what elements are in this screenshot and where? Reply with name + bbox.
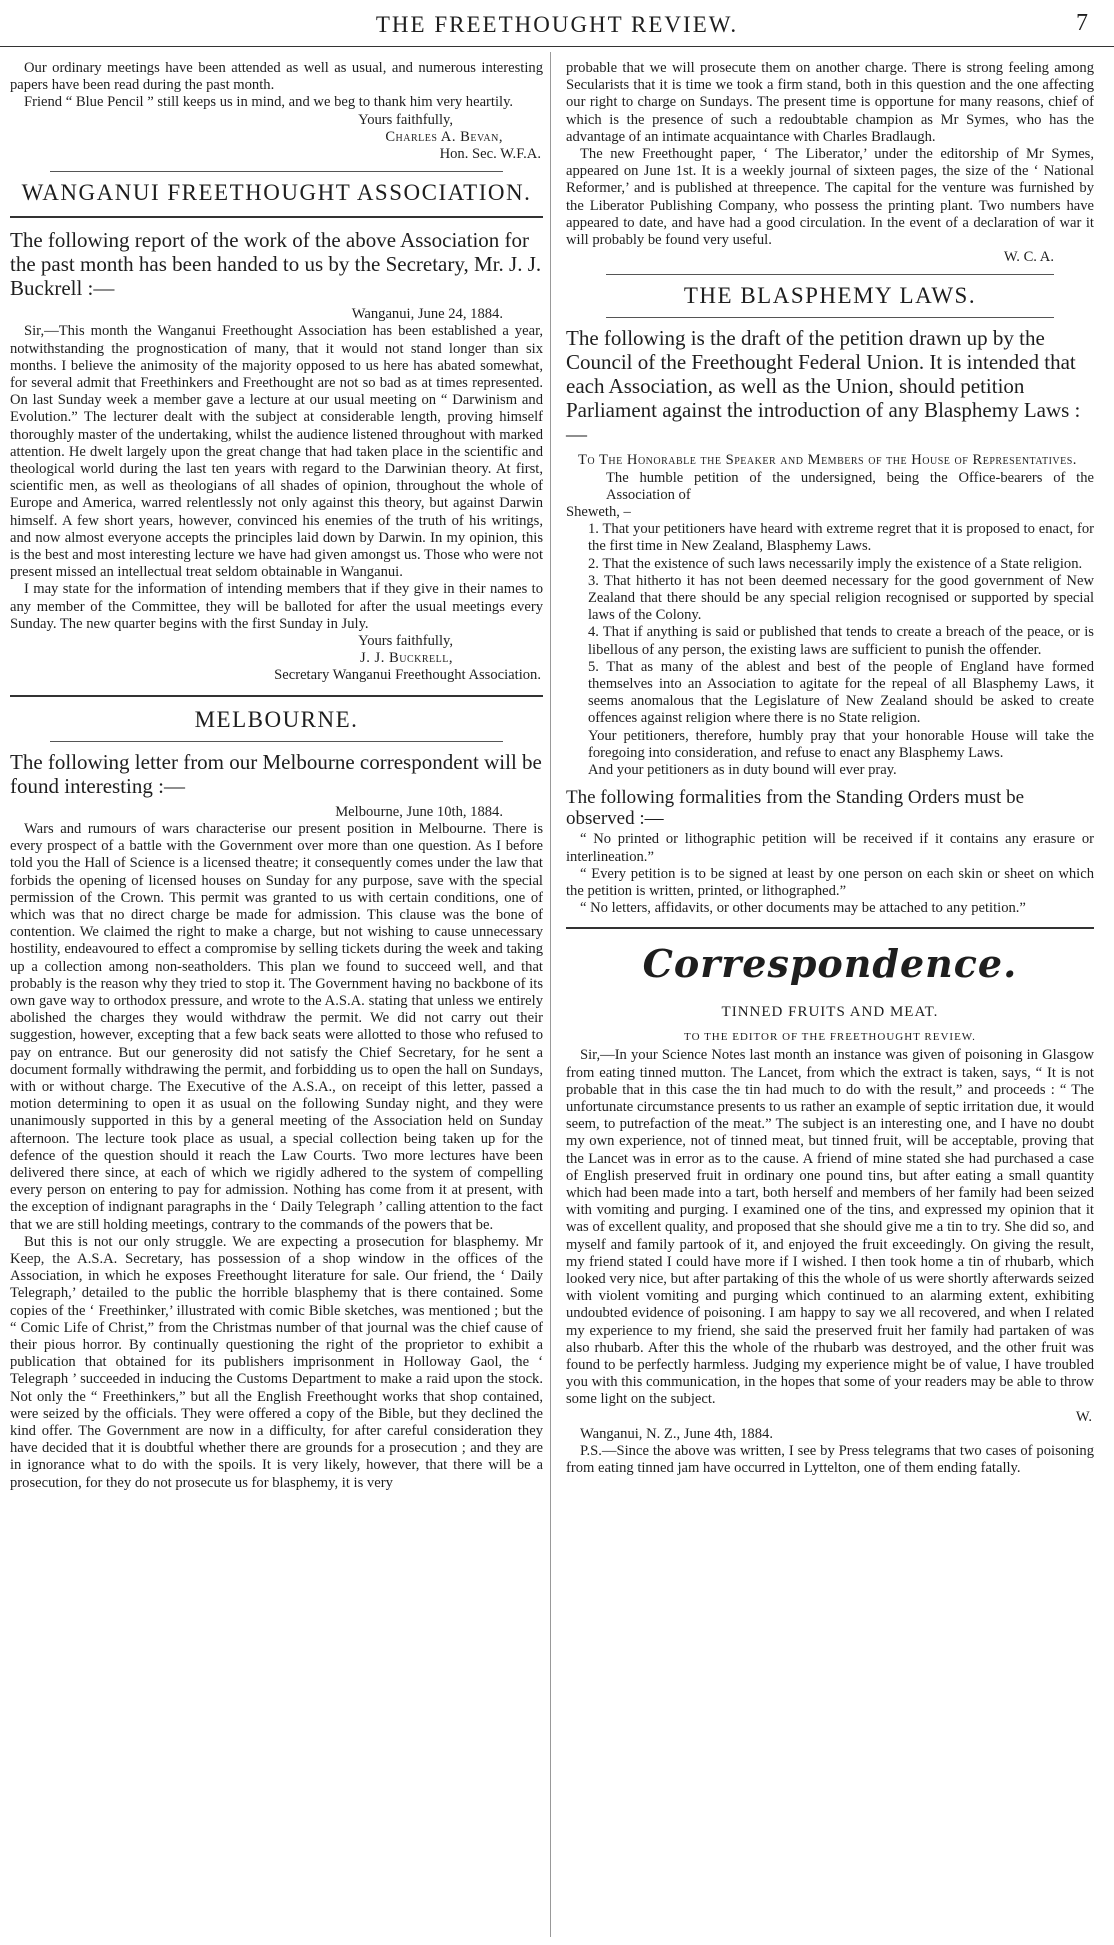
formalities-intro: The following formalities from the Standing Orders must be observed :—: [566, 787, 1025, 830]
column-divider: [550, 52, 551, 1937]
continued-paragraph: probable that we will prosecute them on another charge. There is strong feeling among Secularists that it is time we took a firm stand, both in this question and the one affecting our right to charge on Sundays. The present time is opportune for many reasons, chief of which is the presence of such a redoubtable champion as Mr Symes, who has the advantage of an intimate acquaintance with Charles Bradlaugh.: [566, 60, 1094, 145]
petition-prayer: Your petitioners, therefore, humbly pray that your honorable House will take the foregoing into consideration, and refuse to enact any Blasphemy Laws.: [588, 727, 1094, 761]
letter-signature: W.: [1075, 1408, 1092, 1425]
standing-order-quote: “ No printed or lithographic petition will be received if it contains any erasure or interlineation.”: [566, 831, 1094, 865]
section-rule: [50, 171, 503, 172]
right-column: [566, 60, 1094, 1477]
section-heading-blasphemy: THE BLASPHEMY LAWS.: [683, 283, 977, 309]
signoff-line: Yours faithfully,: [358, 111, 453, 128]
section-rule: [606, 274, 1054, 275]
left-column: [10, 60, 543, 1492]
letter-title: TINNED FRUITS AND MEAT.: [721, 1004, 939, 1021]
body-paragraph: Wars and rumours of wars characterise our present position in Melbourne. There is every prospect of a battle with the Government over more than one question. As I before told you the Hall of Science is a licensed theatre; it consequently comes under the law that forbids the opening of licensed houses on Sunday for any purpose, save with the special permission of the Crown. This permit was granted to us with certain conditions, one of which was that no direct charge be made for admission. This clause was the bone of contention. We claimed the right to make a charge, but not wishing to cause unnecessary hostility, endeavoured to effect a compromise by selling tickets during the week and taking up a collection among non-seatholders. This plan we found to succeed well, and that probably is the reason why they tried to stop it. The Government having no backbone of its own gave way to orthodox pressure, and wrote to the A.S.A. stating that unless we entirely abolished the charges they would withdraw the permit. We did not carry out their suggestion, however, excepting that a few back seats were allotted to those who refused to pay on entrance. But our generosity did not satisfy the Chief Secretary, for he sent a document formally withdrawing the permit, and forbidding us to open the hall on Sundays, with or without charge. The Executive of the A.S.A., on receipt of this letter, passed a motion determining to open it as usual on the following Sunday night, and they were unanimously supported in this by a general meeting of the Association held on Sunday afternoon. The lecture took place as usual, a special collection being taken up for the defence of the question should it reach the Law Courts. Two more lectures have been delivered there since, at each of which we rigidly adhered to the system of compelling every person on entering to pay for admission. Nothing has come from it at present, with the exception of indignant paragraphs in the ‘ Daily Telegraph ’ calling attention to the fact that we are still holding meetings, contrary to the commands of the powers that be.: [10, 820, 543, 1233]
body-paragraph: I may state for the information of intending members that if they give in their names to any member of the Committee, they will be balloted for after the usual meetings every Sunday. The new quarter begins with the first Sunday in July.: [10, 581, 543, 632]
section-rule: [10, 695, 543, 697]
signoff-initials: W. C. A.: [1003, 249, 1054, 266]
signoff-line: Yours faithfully,: [358, 633, 453, 650]
heading-rule: [10, 216, 543, 218]
body-paragraph: Sir,—This month the Wanganui Freethought Association has been established a year, notwithstanding the prognostication of many, that it would not stand longer than six months. I believe the animosity of the majority opposed to us here has abated somewhat, for several admit that Freethinkers and Freethought are not so bad as at times represented. On last Sunday week a member gave a lecture at our usual meeting on “ Darwinism and Evolution.” The lecturer dealt with the subject at considerable length, proving himself thoroughly master of the undertaking, whilst the audience listened throughout with marked attention. He dwelt largely upon the great change that had taken place in the scientific and theological world during the last ten years with regard to the Darwinian theory. At first, scientific men, as well as theologians of all shades of opinion, throughout the whole of Europe and America, warred relentlessly not only against this theory, but against Darwin himself. A few short years, however, convinced his enemies of the truth of his writings, and now almost everyone accepts the principles laid down by Darwin. In my opinion, this is the best and most interesting lecture we have had given amongst us. Those who were not present missed an intellectual treat seldom obtainable in Wanganui.: [10, 323, 543, 581]
correspondence-heading: Correspondence.: [642, 941, 1018, 987]
section-heading-melbourne: MELBOURNE.: [194, 706, 359, 732]
heading-rule: [606, 317, 1054, 318]
petition-item: 4. That if anything is said or published that tends to create a breach of the peace, or is libellous of any person, the existing laws are sufficient to punish the offender.: [588, 624, 1094, 658]
petition-item: 2. That the existence of such laws necessarily imply the existence of a State religion.: [588, 555, 1083, 572]
standing-order-quote: “ No letters, affidavits, or other documents may be attached to any petition.”: [580, 900, 1026, 917]
signoff-title: Hon. Sec. W.F.A.: [439, 146, 541, 163]
section-heading-wanganui: WANGANUI FREETHOUGHT ASSOCIATION.: [21, 180, 532, 206]
petition-item: 3. That hitherto it has not been deemed necessary for the good government of New Zealand that there should be any special religion recognised or supported by special laws of the Colony.: [588, 572, 1094, 624]
continued-paragraph: Friend “ Blue Pencil ” still keeps us in mind, and we beg to thank him very heartily.: [24, 94, 514, 111]
continued-paragraph: The new Freethought paper, ‘ The Liberator,’ under the editorship of Mr Symes, appeared on June 1st. It is a weekly journal of sixteen pages, the size of the ‘ National Reformer,’ and is published at threepence. The capital for the venture was furnished by the Liberator Publishing Company, who possess the printing plant. Two numbers have appeared to date, and have had a good circulation. In the event of a declaration of war it will probably be found very useful.: [566, 146, 1094, 249]
signoff-title: Secretary Wanganui Freethought Association.: [274, 667, 541, 684]
signoff-name: Charles A. Bevan,: [385, 128, 503, 145]
body-paragraph: But this is not our only struggle. We are expecting a prosecution for blasphemy. Mr Keep, the A.S.A. Secretary, has possession of a shop window in the offices of the Association, in which he exposes Freethought literature for sale. Our friend, the ‘ Daily Telegraph,’ detailed to the public the horrible blasphemy that is there contained. Some copies of the ‘ Freethinker,’ illustrated with comic Bible sketches, was mentioned ; but the “ Comic Life of Christ,” from the Christmas number of that journal was the chief cause of their pious horror. By continually questioning the right of the proprietor to exhibit a publication that obtained for its publishers imprisonment in Holloway Gaol, the ‘ Telegraph ’ succeeded in inducing the Customs Department to make a raid upon the stock. Not only the “ Freethinkers,” but all the English Freethought works that shop contained, were seized by the officials. They were offered a copy of the Bible, but they declined the kind offer. The Government are now in a difficulty, for after careful consideration they have decided that it is doubtful whether there are grounds for a prosecution ; and they are in ignorance what to do with the spoils. It is very likely, however, that there will be a prosecution, for they do not prosecute us for blasphemy, it is very: [10, 1233, 543, 1491]
petition-closing: And your petitioners as in duty bound will ever pray.: [588, 762, 897, 779]
petition-item: 1. That your petitioners have heard with extreme regret that it is proposed to enact, for the first time in New Zealand, Blasphemy Laws.: [588, 521, 1094, 555]
page-number: 7: [1076, 10, 1088, 36]
continued-paragraph: Our ordinary meetings have been attended as well as usual, and numerous interesting papers have been read during the past month.: [10, 60, 543, 94]
section-intro: The following is the draft of the petition drawn up by the Council of the Freethought Federal Union. It is intended that each Association, as well as the Union, should petition Parliament against the introduction of any Blasphemy Laws :—: [566, 326, 1081, 447]
petition-item: 5. That as many of the ablest and best of the people of England have formed themselves into an Association to agitate for the repeal of all Blasphemy Laws, it seems anomalous that the Legislature of New Zealand should be asked to create offences against religion where there is no State religion.: [588, 658, 1094, 727]
dateline: Wanganui, June 24, 1884.: [351, 306, 503, 323]
petition-address: To The Honorable the Speaker and Members of the House of Representatives.: [578, 452, 1077, 469]
dateline: Melbourne, June 10th, 1884.: [335, 803, 503, 820]
publication-title: THE FREETHOUGHT REVIEW.: [375, 12, 739, 37]
section-intro: The following report of the work of the above Association for the past month has been handed to us by the Secretary, Mr. J. J. Buckrell :—: [10, 228, 542, 301]
standing-order-quote: “ Every petition is to be signed at least by one person on each skin or sheet on which the petition is written, printed, or lithographed.”: [566, 865, 1094, 899]
petition-sheweth: Sheweth, –: [566, 504, 631, 521]
letter-body: Sir,—In your Science Notes last month an instance was given of poisoning in Glasgow from eating tinned mutton. The Lancet, from which the extract is taken, says, “ It is not probable that in this case the tin had much to do with the result,” and proceeds : “ The unfortunate circumstance presents to us rather an example of septic irritation due, it would seem, to putrefaction of the meat.” The subject is an interesting one, and I have no doubt my own experience, not of tinned meat, but tinned fruit, will be acceptable, proving that the Lancet was in error as to the cause. A friend of mine stated she had purchased a case of English preserved fruit in ordinary one pound tins, but after eating a small quantity which had been made into a tart, both herself and members of her family had been seized with vomiting and purging. I examined one of the tins, and expressed my opinion that it was of excellent quality, and proposed that she should give me a tin to try. She did so, and myself and family partook of it, and enjoyed the fruit exceedingly. On giving the result, my friend stated I could have more if I wished. I then took home a tin of rhubarb, which looked very nice, but after partaking of this the whole of us were shortly afterwards seized with violent vomiting and purging which continued to an alarming extent, exhibiting undoubted evidence of poisoning. I am happy to say we all recovered, and when I related my experience to my friend, she said the preserved fruit her family had partaken of was also rhubarb. After this the whole of the rhubarb was destroyed, and the other fruit was found to be perfectly harmless. Judging my experience might be of value, I have troubled you with this communication, in the hopes that some of your readers may be able to throw some light on the subject.: [566, 1047, 1094, 1408]
letter-addressee: TO THE EDITOR OF THE FREETHOUGHT REVIEW.: [684, 1031, 976, 1044]
masthead: [0, 0, 1114, 47]
petition-humble: The humble petition of the undersigned, being the Office-bearers of the Association of: [606, 469, 1094, 503]
letter-postscript: P.S.—Since the above was written, I see by Press telegrams that two cases of poisoning from eating tinned jam have occurred in Lyttelton, one of them ending fatally.: [566, 1442, 1094, 1477]
letter-dateline: Wanganui, N. Z., June 4th, 1884.: [580, 1425, 773, 1442]
heading-rule: [50, 741, 503, 742]
section-intro: The following letter from our Melbourne correspondent will be found interesting :—: [10, 749, 542, 798]
signoff-name: J. J. Buckrell,: [360, 650, 453, 667]
section-rule: [566, 927, 1094, 929]
